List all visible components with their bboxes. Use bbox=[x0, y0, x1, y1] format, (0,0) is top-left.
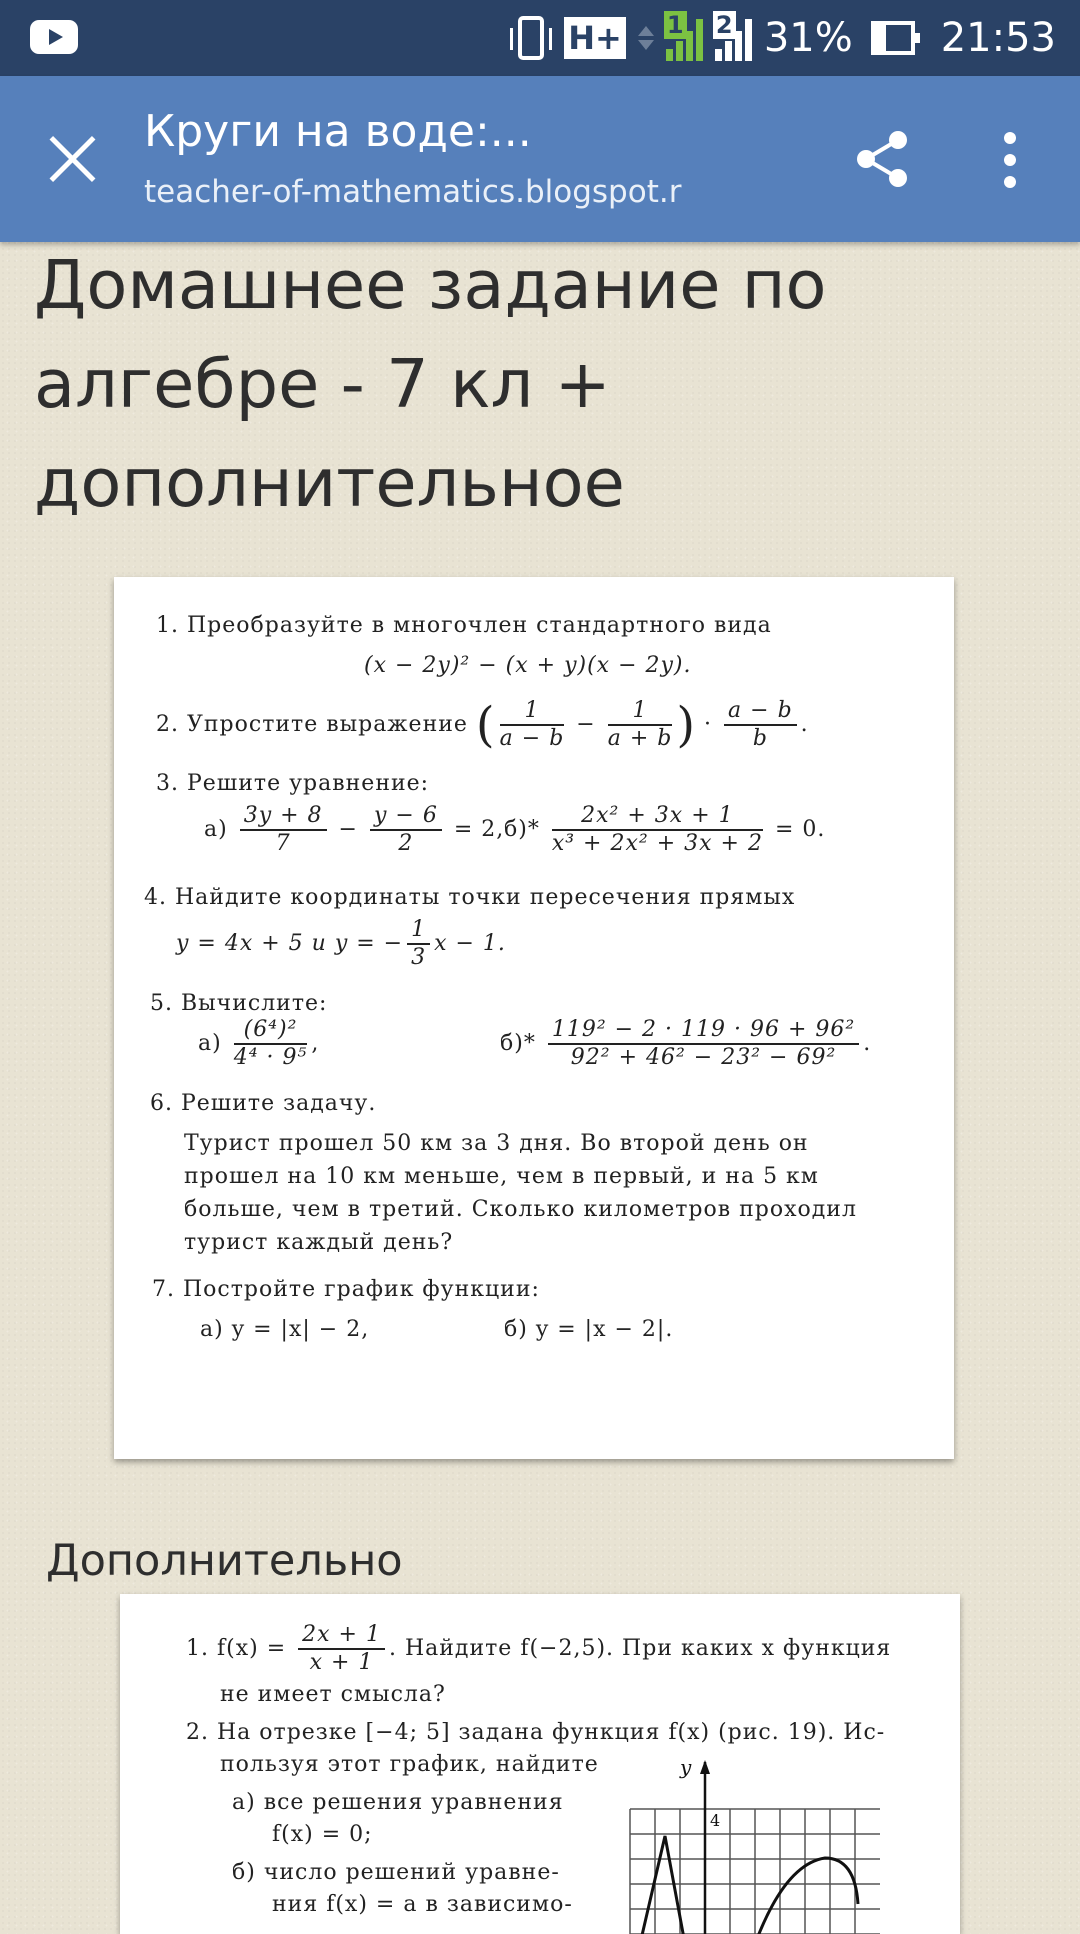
sim2-number: 2 bbox=[713, 11, 736, 39]
task-5: 5. Вычислите: bbox=[150, 991, 328, 1016]
battery-icon bbox=[871, 21, 915, 55]
task-3: 3. Решите уравнение: bbox=[156, 771, 430, 796]
task-7-b: б) y = |x − 2|. bbox=[504, 1317, 674, 1342]
extra-task-image[interactable] bbox=[120, 1594, 960, 1934]
task-6-line-1: Турист прошел 50 км за 3 дня. Во второй день он bbox=[184, 1131, 809, 1156]
sim1-number: 1 bbox=[664, 11, 687, 39]
more-options-icon[interactable] bbox=[990, 128, 1030, 190]
extra-task-2-line-2: пользуя этот график, найдите bbox=[220, 1752, 599, 1777]
task-6-line-3: больше, чем в третий. Сколько километров проходил bbox=[184, 1197, 857, 1222]
graph-tick-label: 4 bbox=[710, 1811, 721, 1830]
task-6: 6. Решите задачу. bbox=[150, 1091, 377, 1116]
task-3-a: а) $\frac{3y + 8}{7}$ − $\frac{y - 6}{2}$ = 2, bbox=[204, 803, 505, 856]
task-4: 4. Найдите координаты точки пересечения прямых bbox=[144, 885, 796, 910]
post-title: Домашнее задание по алгебре - 7 кл + дополнительное bbox=[34, 246, 827, 522]
page-title-toolbar: Круги на воде:... bbox=[144, 106, 532, 157]
task-6-line-2: прошел на 10 км меньше, чем в первый, и на 5 км bbox=[184, 1164, 819, 1189]
task-3-b: б)* $\frac{\text{2x² + 3x + 1}}{\text{x³ + 2x² + 3x + 2}}$ = 0. bbox=[504, 803, 826, 856]
homework-image[interactable] bbox=[114, 577, 954, 1459]
task-2: 2. Упростите выражение ( $\frac{1}{a - b}$ − $\frac{1}{a + b}$ ) · $\frac{a - b}{b}$ . bbox=[156, 697, 809, 753]
task-7: 7. Постройте график функции: bbox=[152, 1277, 540, 1302]
section-heading-extra: Дополнительно bbox=[46, 1536, 403, 1586]
data-activity-icon bbox=[638, 26, 654, 50]
extra-task-2-b-line-1: б) число решений уравне- bbox=[232, 1860, 560, 1885]
graph-y-axis-label: y bbox=[680, 1755, 692, 1779]
extra-task-2-a-line-1: а) все решения уравнения bbox=[232, 1790, 564, 1815]
task-6-line-4: турист каждый день? bbox=[184, 1230, 454, 1255]
share-icon[interactable] bbox=[852, 128, 914, 190]
battery-percent: 31% bbox=[763, 15, 853, 61]
extra-task-2-line-1: 2. На отрезке [−4; 5] задана функция f(x) (рис. 19). Ис- bbox=[186, 1720, 886, 1745]
task-5-a: а) $\frac{\text{(6⁴)²}}{\text{4⁴ · 9⁵}}$ , bbox=[198, 1017, 320, 1070]
youtube-notification-icon bbox=[30, 20, 78, 54]
clock: 21:53 bbox=[940, 15, 1056, 61]
sim2-signal-icon bbox=[715, 11, 752, 61]
task-7-a: а) y = |x| − 2, bbox=[200, 1317, 370, 1342]
status-bar bbox=[0, 0, 1080, 76]
custom-tab-toolbar bbox=[0, 76, 1080, 242]
task-4-expression: y = 4x + 5 и y = − $\frac{1}{3}$ x − 1. bbox=[176, 917, 506, 970]
status-icons bbox=[510, 0, 1056, 76]
task-1-expression: (x − 2y)² − (x + y)(x − 2y). bbox=[364, 653, 692, 678]
extra-task-2-b-line-2: ния f(x) = a в зависимо- bbox=[272, 1892, 573, 1917]
page-url: teacher-of-mathematics.blogspot.r bbox=[144, 174, 682, 210]
task-5-b: б)* $\frac{\text{119² − 2 · 119 · 96 + 96²}}{\text{92² + 46² − 23² − 69²}}$ . bbox=[500, 1017, 872, 1070]
extra-task-1-line-2: не имеет смысла? bbox=[220, 1682, 446, 1707]
vibrate-icon bbox=[518, 16, 544, 60]
close-icon[interactable] bbox=[44, 131, 100, 187]
network-type-badge: H+ bbox=[564, 17, 626, 59]
extra-task-1: 1. f(x) = $\frac{2x + 1}{x + 1}$ . Найдите f(−2,5). При каких x функция bbox=[186, 1622, 892, 1675]
function-graph bbox=[610, 1754, 890, 1934]
task-1: 1. Преобразуйте в многочлен стандартного вида bbox=[156, 613, 772, 638]
sim1-signal-icon bbox=[666, 11, 703, 61]
extra-task-2-a-line-2: f(x) = 0; bbox=[272, 1822, 373, 1847]
